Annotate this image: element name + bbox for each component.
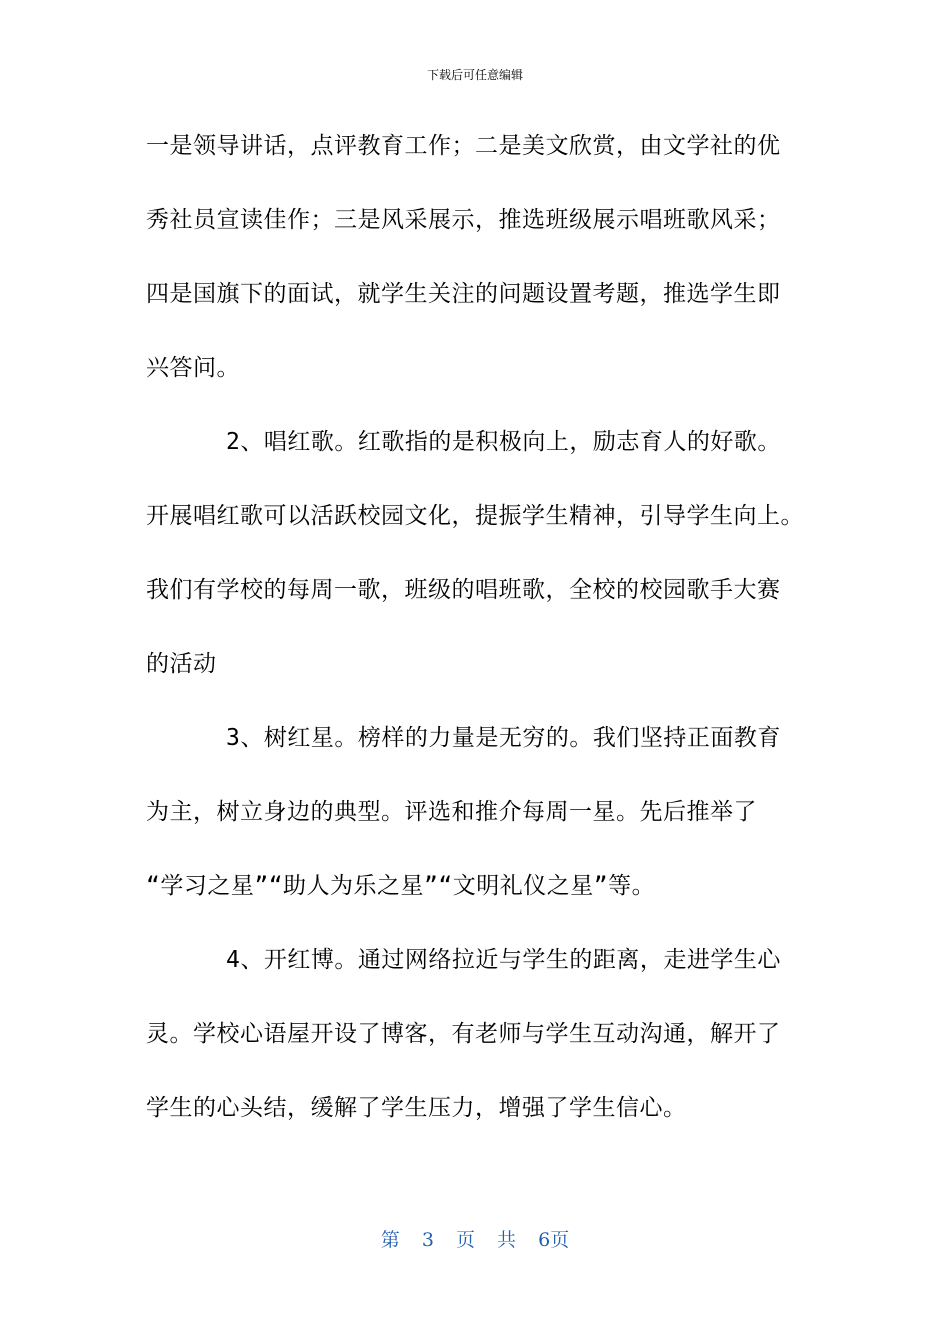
text-line-2: 秀社员宣读佳作；三是风采展示，推选班级展示唱班歌风采； — [146, 207, 781, 233]
text-line-6: 开展唱红歌可以活跃校园文化，提振学生精神，引导学生向上。 — [146, 503, 804, 529]
text-line-8: 的活动 — [146, 651, 217, 677]
text-line-10: 为主，树立身边的典型。评选和推介每周一星。先后推举了 — [146, 799, 757, 825]
page-label-total-prefix: 共 — [497, 1229, 517, 1251]
document-body — [146, 124, 806, 1160]
page-current-number: 3 — [421, 1229, 434, 1251]
text-line-5: 2、唱红歌。红歌指的是积极向上，励志育人的好歌。 — [226, 429, 781, 455]
text-line-14: 学生的心头结，缓解了学生压力，增强了学生信心。 — [146, 1095, 687, 1121]
text-line-3: 四是国旗下的面试，就学生关注的问题设置考题，推选学生即 — [146, 281, 781, 307]
text-line-12: 4、开红博。通过网络拉近与学生的距离，走进学生心 — [226, 947, 781, 973]
page-total-number: 6页 — [538, 1229, 570, 1251]
text-line-7: 我们有学校的每周一歌，班级的唱班歌，全校的校园歌手大赛 — [146, 577, 781, 603]
text-line-13: 灵。学校心语屋开设了博客，有老师与学生互动沟通，解开了 — [146, 1021, 781, 1047]
text-line-4: 兴答问。 — [146, 355, 240, 381]
page-label-mid: 页 — [455, 1229, 475, 1251]
header-note: 下载后可任意编辑 — [426, 68, 523, 82]
text-line-1: 一是领导讲话，点评教育工作；二是美文欣赏，由文学社的优 — [146, 133, 781, 159]
text-line-9: 3、树红星。榜样的力量是无穷的。我们坚持正面教育 — [226, 725, 781, 751]
page-footer — [0, 1225, 950, 1252]
text-line-11: “学习之星”“助人为乐之星”“文明礼仪之星”等。 — [146, 873, 656, 899]
page-label-prefix: 第 — [380, 1229, 400, 1251]
